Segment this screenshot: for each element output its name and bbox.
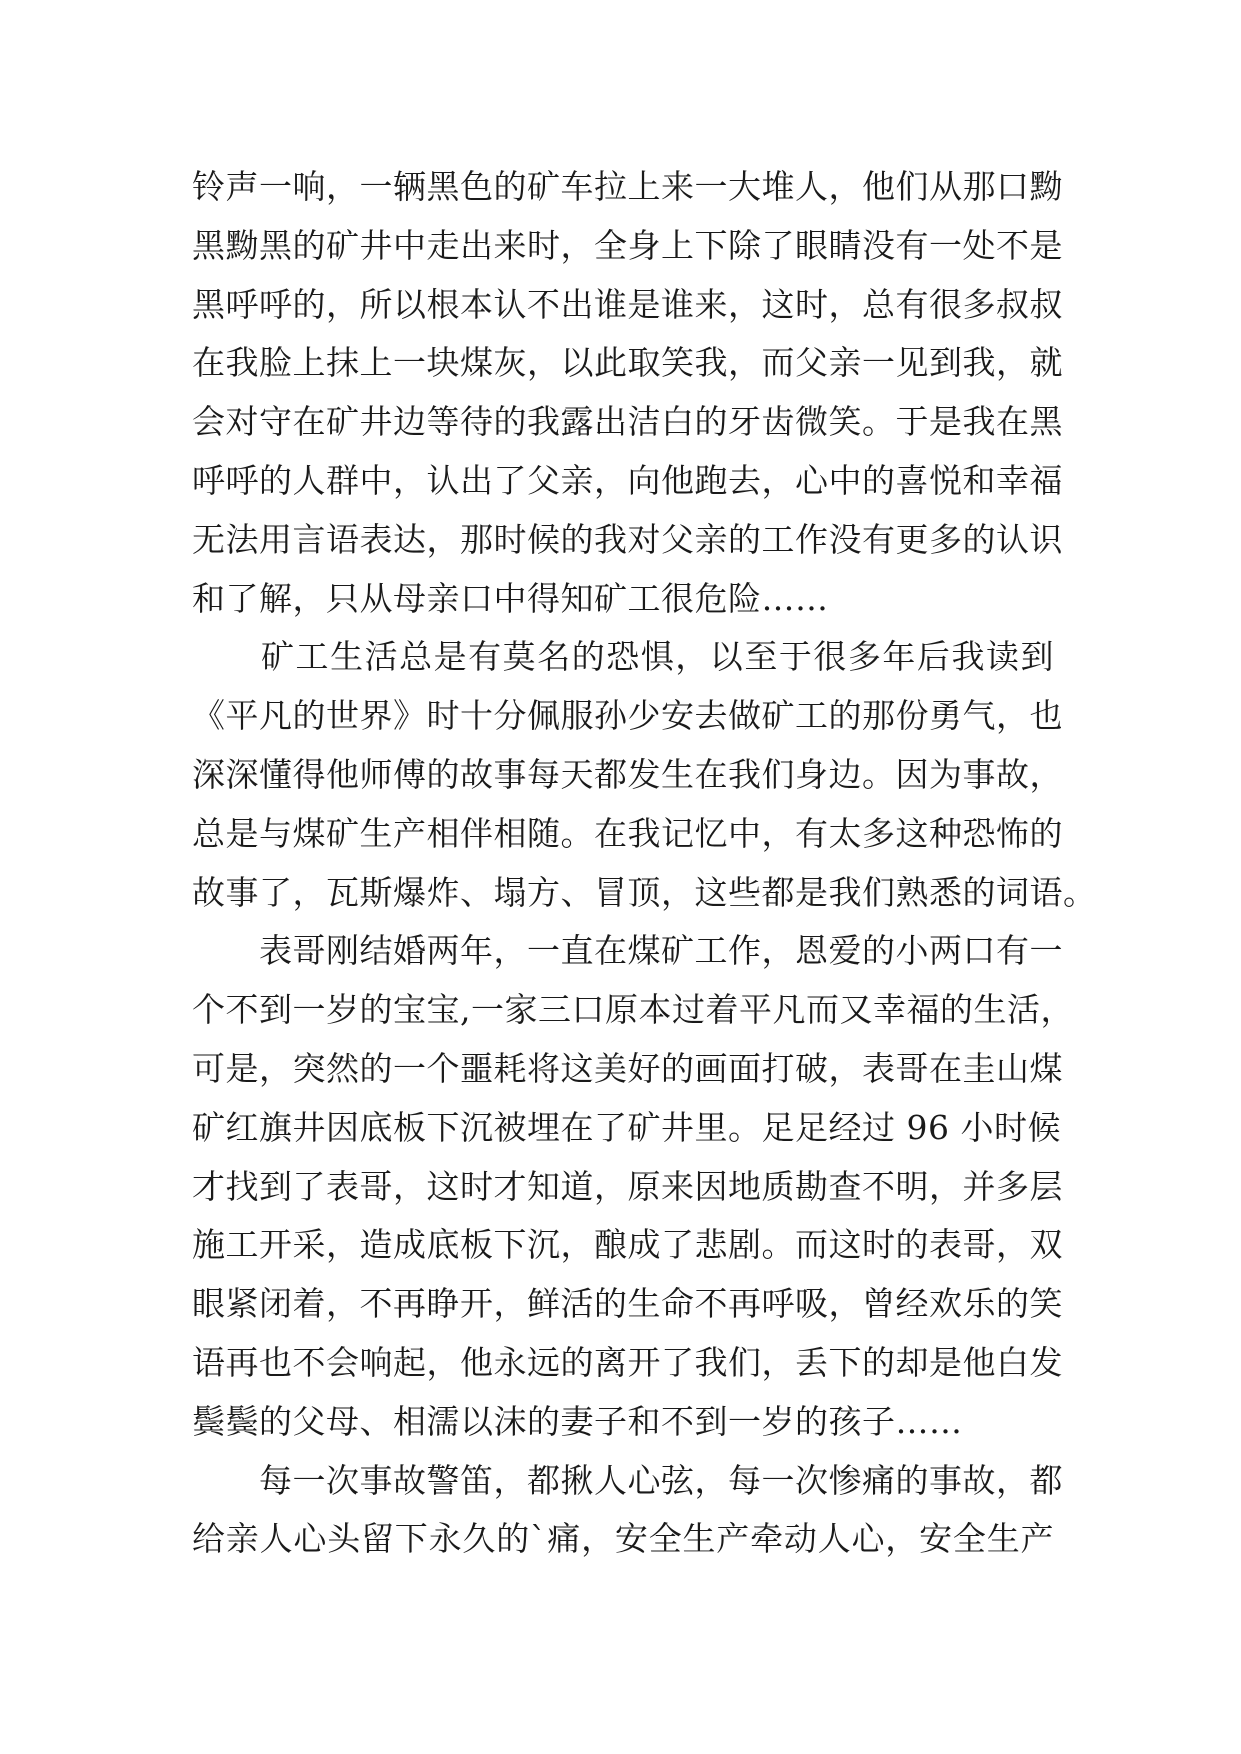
text-line: 黑黝黑的矿井中走出来时，全身上下除了眼睛没有一处不是: [192, 225, 1063, 265]
text-line: 在我脸上抹上一块煤灰，以此取笑我，而父亲一见到我，就: [192, 343, 1063, 383]
text-line: 黑呼呼的，所以根本认不出谁是谁来，这时，总有很多叔叔: [192, 284, 1063, 324]
text-line: 给亲人心头留下永久的`痛，安全生产牵动人心，安全生产: [192, 1519, 1054, 1559]
text-line: 可是，突然的一个噩耗将这美好的画面打破，表哥在圭山煤: [192, 1048, 1063, 1088]
text-line: 才找到了表哥，这时才知道，原来因地质勘查不明，并多层: [192, 1166, 1063, 1206]
text-line: 眼紧闭着，不再睁开，鲜活的生命不再呼吸，曾经欢乐的笑: [192, 1284, 1063, 1324]
text-line: 矿工生活总是有莫名的恐惧，以至于很多年后我读到: [192, 637, 1054, 677]
text-line: 呼呼的人群中，认出了父亲，向他跑去，心中的喜悦和幸福: [192, 460, 1063, 500]
text-line: 无法用言语表达，那时候的我对父亲的工作没有更多的认识: [192, 519, 1063, 559]
text-line: 语再也不会响起，他永远的离开了我们，丢下的却是他白发: [192, 1342, 1063, 1382]
text-line: 矿红旗井因底板下沉被埋在了矿井里。足足经过 96 小时候: [192, 1107, 1061, 1147]
text-line: 个不到一岁的宝宝,一家三口原本过着平凡而又幸福的生活，: [192, 990, 1074, 1030]
text-line: 施工开采，造成底板下沉，酿成了悲剧。而这时的表哥，双: [192, 1225, 1063, 1265]
text-line: 深深懂得他师傅的故事每天都发生在我们身边。因为事故，: [192, 754, 1063, 794]
text-line: 总是与煤矿生产相伴相随。在我记忆中，有太多这种恐怖的: [192, 813, 1063, 853]
text-line: 和了解，只从母亲口中得知矿工很危险……: [192, 578, 829, 618]
text-line: 铃声一响，一辆黑色的矿车拉上来一大堆人，他们从那口黝: [192, 167, 1063, 206]
text-line: 鬓鬓的父母、相濡以沫的妻子和不到一岁的孩子……: [192, 1401, 963, 1441]
text-line: 《平凡的世界》时十分佩服孙少安去做矿工的那份勇气，也: [192, 696, 1063, 736]
text-line: 每一次事故警笛，都揪人心弦，每一次惨痛的事故，都: [192, 1460, 1063, 1500]
text-line: 表哥刚结婚两年，一直在煤矿工作，恩爱的小两口有一: [192, 931, 1063, 971]
text-line: 故事了，瓦斯爆炸、塌方、冒顶，这些都是我们熟悉的词语。: [192, 872, 1097, 912]
body-text: [192, 158, 1097, 1569]
text-line: 会对守在矿井边等待的我露出洁白的牙齿微笑。于是我在黑: [192, 402, 1063, 442]
